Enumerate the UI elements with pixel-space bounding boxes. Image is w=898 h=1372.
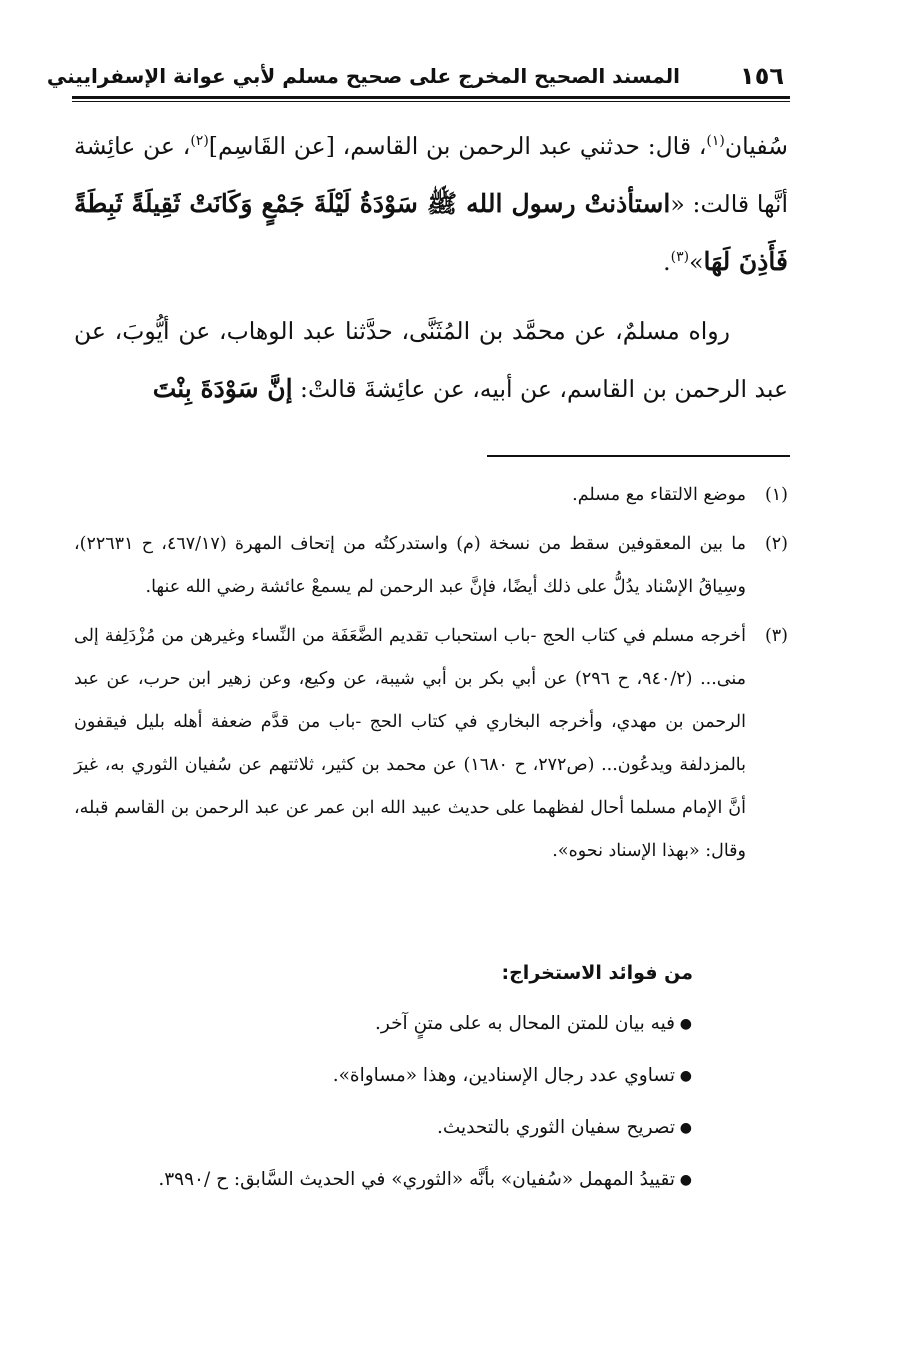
footnote-1	[74, 474, 788, 517]
list-item	[74, 998, 788, 1050]
text-segment: سُفيان	[724, 132, 788, 160]
running-title: المسند الصحيح المخرج على صحيح مسلم لأبي عوانة الإسفراييني	[46, 64, 680, 88]
list-item-text: تصريح سفيان الثوري بالتحديث.	[437, 1117, 675, 1138]
footnote-text: ما بين المعقوفين سقط من نسخة (م) واستدركتُه من إتحاف المهرة (٤٦٧/١٧، ح ٢٢٦٣١)، وسِياقُ الإسْناد يدُلُّ على ذلك أيضًا، فإنَّ عبد الرحمن لم يسمعْ عائشة رضي الله عنها.	[74, 534, 746, 597]
benefits-list	[74, 998, 788, 1206]
main-text	[74, 118, 788, 418]
paragraph-2	[74, 303, 788, 418]
list-item	[74, 1154, 788, 1206]
footnote-2	[74, 523, 788, 609]
footnote-ref-2: (٢)	[190, 133, 209, 150]
bullet-icon: ●	[679, 1068, 692, 1084]
footnote-number: (٢)	[764, 534, 788, 554]
list-item-text: تقييدُ المهمل «سُفيان» بأنَّه «الثوري» في الحديث السَّابق: ح /٣٩٩٠.	[158, 1169, 675, 1190]
footnote-number: (١)	[764, 485, 788, 505]
footnotes	[74, 474, 788, 873]
footnote-ref-1: (١)	[706, 133, 725, 150]
extraction-benefits	[74, 962, 788, 1206]
footnote-text: أخرجه مسلم في كتاب الحج -باب استحباب تقديم الضَّعَفَة من النِّساء وغيرهن من مُزْدَلِفة إلى منى... (٩٤٠/٢، ح ٢٩٦) عن أبي بكر بن أبي شيبة، عن وكيع، وعن زهير ابن حرب، عن عبد الرحمن بن مهدي، وأخرجه البخاري في كتاب الحج -باب من قدَّم ضعفة أهله بليل فيقفون بالمزدلفة ويدعُون... (ص٢٧٢، ح ١٦٨٠) عن محمد بن كثير، ثلاثتهم عن سُفيان الثوري به، غيرَ أنَّ الإمام مسلما أحال لفظهما على حديث عبيد الله ابن عمر عن عبد الرحمن بن القاسم قبله، وقال: «بهذا الإسناد نحوه».	[74, 626, 747, 861]
list-item	[74, 1050, 788, 1102]
text-segment: »	[689, 248, 704, 276]
hadith-text: استأذنتْ رسول الله ﷺ سَوْدَةُ لَيْلَةَ جَمْعٍ وَكَانَتْ ثَقِيلَةً ثَبِطَةً فَأَذِنَ لَهَا	[74, 189, 788, 276]
footnote-3	[74, 615, 788, 873]
footnote-ref-3: (٣)	[670, 249, 690, 266]
page-number: ١٥٦	[740, 62, 784, 90]
footnote-number: (٣)	[764, 626, 788, 646]
benefits-heading: من فوائد الاستخراج:	[501, 962, 693, 984]
header-rule-thick	[72, 96, 790, 99]
list-item-text: فيه بيان للمتن المحال به على متنٍ آخر.	[375, 1013, 675, 1034]
paragraph-1	[74, 118, 788, 291]
list-item	[74, 1102, 788, 1154]
text-segment: رواه مسلمٌ، عن محمَّد بن المُثَنَّى، حدَّثنا عبد الوهاب، عن أيُّوبَ، عن عبد الرحمن بن القاسم، عن أبيه، عن عائِشةَ قالتْ:	[74, 317, 788, 403]
bullet-icon: ●	[679, 1120, 692, 1136]
page-header	[46, 58, 790, 96]
footnote-text: موضع الالتقاء مع مسلم.	[572, 485, 746, 505]
footnote-separator	[487, 455, 790, 457]
header-rule-thin	[72, 101, 790, 102]
list-item-text: تساوي عدد رجال الإسنادين، وهذا «مساواة».	[332, 1065, 675, 1086]
text-segment: .	[663, 248, 671, 276]
text-segment: ، عن عائِشة أنَّها قالت: «	[74, 132, 788, 218]
text-segment: ، قال: حدثني عبد الرحمن بن القاسم، [عن القَاسِم]	[208, 132, 707, 160]
hadith-text: إنَّ سَوْدَةَ بِنْتَ	[152, 374, 293, 403]
bullet-icon: ●	[679, 1172, 692, 1188]
bullet-icon: ●	[679, 1016, 692, 1032]
